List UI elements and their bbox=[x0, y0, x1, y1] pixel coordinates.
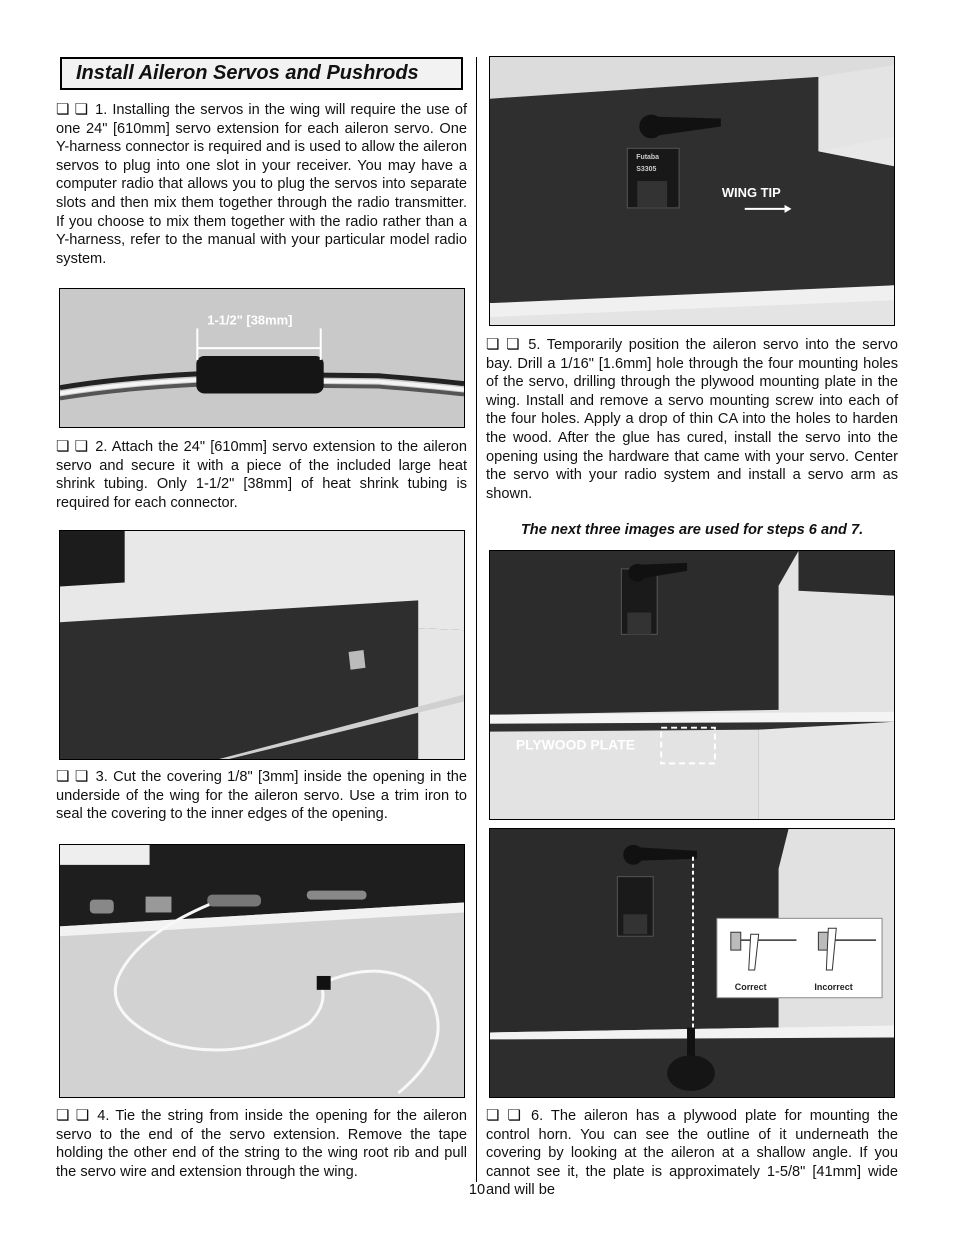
heat-shrink-label: 1-1/2" [38mm] bbox=[207, 312, 293, 328]
step-3-text: 3. Cut the covering 1/8" [3mm] inside the opening in the underside of the wing for the aileron servo. Use a trim iron to seal the covering to the inner edges of the opening. bbox=[56, 769, 467, 823]
section-title: Install Aileron Servos and Pushrods bbox=[76, 62, 419, 84]
column-divider bbox=[476, 57, 477, 1182]
step-3 bbox=[56, 768, 467, 824]
section-title-box bbox=[60, 57, 463, 90]
step-1-checkboxes[interactable]: ❏ ❏ bbox=[56, 101, 89, 118]
step-1-text: 1. Installing the servos in the wing will require the use of one 24" [610mm] servo extension for each aileron servo. One Y-harness connector is required and is used to allow the aileron servos to plug into one slot in your receiver. You may have a computer radio that allows you to plug the servos into separate slots and then mix them together through the radio transmitter. If you choose to mix them together with the radio rather than a Y-harness, refer to the manual with your particular model radio system. bbox=[56, 102, 467, 267]
step-2-text: 2. Attach the 24" [610mm] servo extension to the aileron servo and secure it with a piece of the included large heat shrink tubing. Only 1-1/2" [38mm] of heat shrink tubing is required for each connector. bbox=[56, 439, 467, 511]
step-2 bbox=[56, 438, 467, 512]
step-5-checkboxes[interactable]: ❏ ❏ bbox=[486, 336, 520, 353]
photo-plywood-plate bbox=[489, 550, 895, 820]
correct-label: Correct bbox=[734, 981, 767, 992]
step-5 bbox=[486, 336, 898, 503]
plywood-plate-label: PLYWOOD PLATE bbox=[515, 736, 636, 753]
servo-brand-label: Futaba bbox=[636, 154, 660, 162]
step-6 bbox=[486, 1107, 898, 1200]
step-3-checkboxes[interactable]: ❏ ❏ bbox=[56, 768, 89, 785]
step-1 bbox=[56, 101, 467, 268]
step-4-text: 4. Tie the string from inside the opening for the aileron servo to the end of the servo extension. Remove the tape holding the other end of the string to the wing root rib and pull the servo wire and extension through the wing. bbox=[56, 1108, 467, 1180]
photo-wing-opening bbox=[59, 530, 465, 760]
step-4-checkboxes[interactable]: ❏ ❏ bbox=[56, 1107, 90, 1124]
wing-tip-label: WING TIP bbox=[721, 184, 781, 200]
servo-model-label: S3305 bbox=[636, 166, 657, 174]
photo-wing-string bbox=[59, 844, 465, 1098]
photo-servo-installed bbox=[489, 56, 895, 326]
step-2-checkboxes[interactable]: ❏ ❏ bbox=[56, 438, 89, 455]
incorrect-label: Incorrect bbox=[814, 981, 853, 992]
step-5-text: 5. Temporarily position the aileron servo into the servo bay. Drill a 1/16" [1.6mm] hole through the four mounting holes of the servo, drilling through the plywood mounting plate in the wing. Install and remove a servo mounting screw into each of the four holes. Apply a drop of thin CA into the holes to harden the wood. After the glue has cured, install the servo into the opening using the hardware that came with your servo. Center the servo with your radio system and install a servo arm as shown. bbox=[486, 337, 898, 502]
page-number: 10 bbox=[468, 1182, 486, 1198]
step-4 bbox=[56, 1107, 467, 1181]
photo-control-horn bbox=[489, 828, 895, 1098]
photo-heat-shrink bbox=[59, 288, 465, 428]
step-6-checkboxes[interactable]: ❏ ❏ bbox=[486, 1107, 522, 1124]
photo-caption: The next three images are used for steps 6 and 7. bbox=[520, 522, 864, 538]
step-6-text: 6. The aileron has a plywood plate for mounting the control horn. You can see the outline of it underneath the covering by looking at the aileron at a shallow angle. If you cannot see it, the plate is approximately 1-5/8" [41mm] wide and will be bbox=[486, 1108, 899, 1199]
